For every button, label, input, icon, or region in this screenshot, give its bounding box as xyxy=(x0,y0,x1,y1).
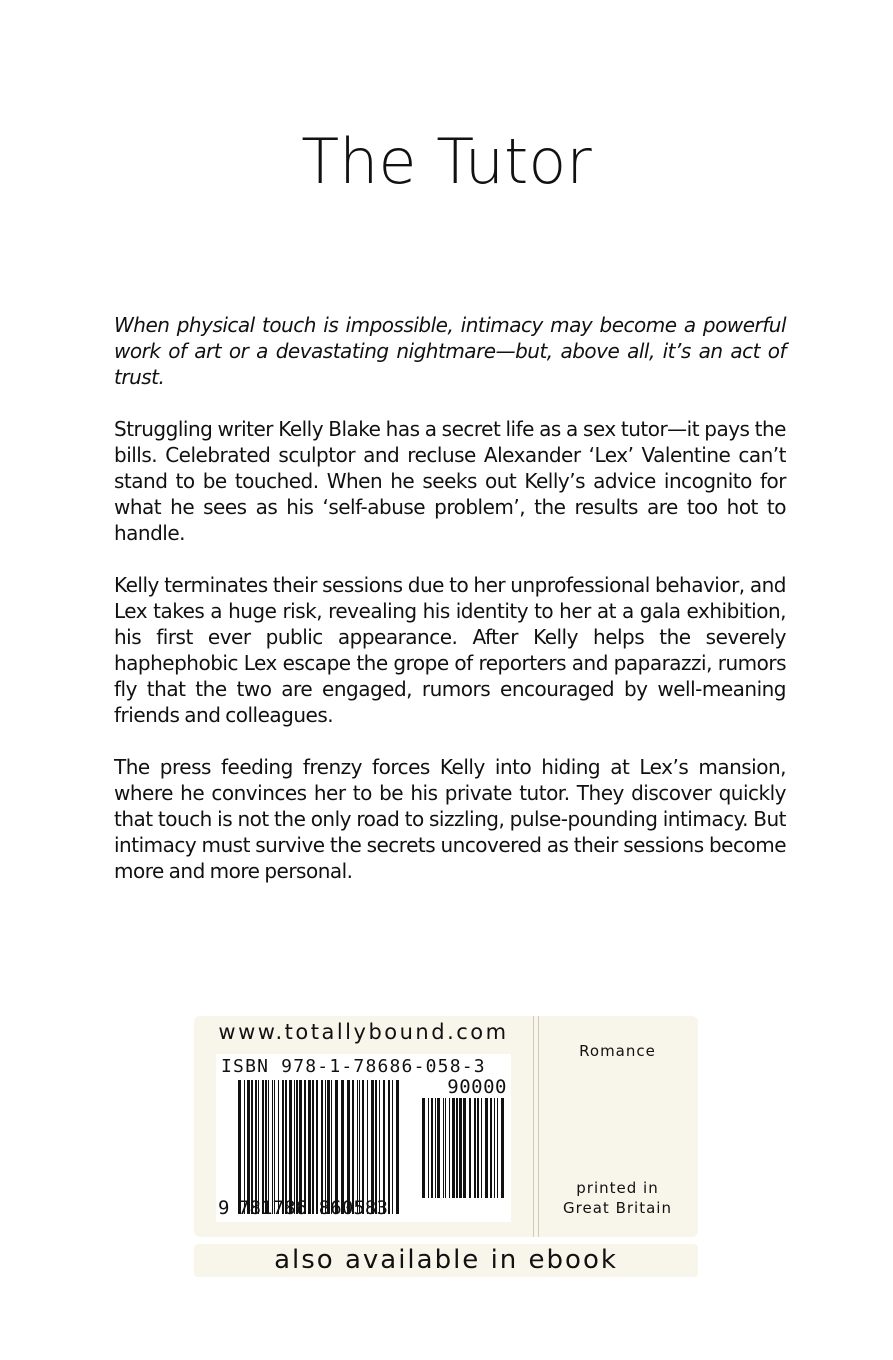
barcode-bar xyxy=(362,1080,364,1214)
barcode-bar xyxy=(388,1080,390,1214)
barcode-bar xyxy=(463,1098,466,1198)
barcode-bar xyxy=(238,1080,241,1214)
genre-label: Romance xyxy=(579,1042,656,1060)
barcode-bar xyxy=(274,1080,275,1214)
barcode-bar xyxy=(485,1098,488,1198)
barcode-bar xyxy=(352,1080,354,1214)
barcode-bar xyxy=(357,1080,358,1214)
barcode-bar xyxy=(367,1080,368,1214)
barcode-bar xyxy=(449,1098,450,1198)
barcode-bar xyxy=(371,1080,374,1214)
barcode-bar xyxy=(316,1080,318,1214)
barcode-bar xyxy=(258,1080,259,1214)
printed-in-label xyxy=(537,1178,698,1218)
ean-lead-digit: 9 xyxy=(218,1197,230,1219)
barcode-bar xyxy=(251,1080,253,1214)
barcode-bar xyxy=(262,1080,264,1214)
barcode-bar xyxy=(428,1098,429,1198)
barcode-bar xyxy=(331,1080,332,1214)
barcode-bar xyxy=(474,1098,476,1198)
book-title: The Tutor xyxy=(301,125,592,198)
barcode-bar xyxy=(347,1080,350,1214)
barcode-bar xyxy=(445,1098,446,1198)
barcode-bar xyxy=(459,1098,462,1198)
blurb-paragraph-1: Struggling writer Kelly Blake has a secret life as a sex tutor—it pays the bills. Celebrated sculptor and recluse Alexander ‘Lex’ Valentine can’t stand to be touched. When he seeks out Kelly’s advice incognito for what he sees as his ‘self-abuse problem’, the results are too hot to handle. xyxy=(114,417,786,545)
barcode-bar xyxy=(375,1080,377,1214)
blurb-paragraph-2: Kelly terminates their sessions due to her unprofessional behavior, and Lex takes a huge risk, revealing his identity to her at a gala exhibition, his first ever public appearance. After Kelly helps the severely haphephobic Lex escape the grope of reporters and paparazzi, rumors fly that the two are engaged, rumors encouraged by well-meaning friends and colleagues. xyxy=(114,573,786,727)
barcode-bar xyxy=(247,1080,250,1214)
barcode-bar xyxy=(443,1098,444,1198)
barcode-bar xyxy=(437,1098,440,1198)
barcode-bar xyxy=(469,1098,471,1198)
ean-digits: 781786 860583 xyxy=(238,1197,389,1219)
barcode-bar xyxy=(392,1080,393,1214)
barcode-bar xyxy=(282,1080,284,1214)
back-cover-blurb xyxy=(114,312,786,910)
barcode-bar xyxy=(278,1080,279,1214)
blurb-paragraph-3: The press feeding frenzy forces Kelly into hiding at Lex’s mansion, where he convinces her to be his private tutor. They discover quickly that touch is not the only road to sizzling, pulse-pounding intimacy. But intimacy must survive the secrets uncovered as their sessions become more and more personal. xyxy=(114,755,786,883)
barcode-bar xyxy=(327,1080,330,1214)
barcode-bar xyxy=(456,1098,458,1198)
barcode-bar xyxy=(452,1098,455,1198)
barcode-bar xyxy=(265,1080,267,1214)
blurb-tagline: When physical touch is impossible, intimacy may become a powerful work of art or a devastating nightmare—but, above all, it’s an act of trust. xyxy=(114,313,786,389)
barcode-bar xyxy=(335,1080,338,1214)
barcode-bar xyxy=(501,1098,504,1198)
barcode-bar xyxy=(289,1080,292,1214)
publisher-website: www.totallybound.com xyxy=(218,1020,509,1044)
barcode-bar xyxy=(294,1080,295,1214)
barcode-bar xyxy=(494,1098,495,1198)
barcode-bar xyxy=(396,1080,399,1214)
barcode-bar xyxy=(431,1098,433,1198)
barcode-box xyxy=(216,1054,511,1222)
barcode-bar xyxy=(497,1098,498,1198)
barcode-bar xyxy=(435,1098,436,1198)
barcode-bar xyxy=(490,1098,492,1198)
barcode-bar xyxy=(321,1080,323,1214)
barcode-bar xyxy=(272,1080,273,1214)
barcode-bar xyxy=(422,1098,425,1198)
barcode-bar xyxy=(285,1080,287,1214)
barcode-bar xyxy=(268,1080,269,1214)
barcode-bar xyxy=(379,1080,380,1214)
barcode-bar xyxy=(359,1080,360,1214)
ebook-availability-bar xyxy=(194,1244,698,1277)
barcode-bar xyxy=(296,1080,298,1214)
price-code: 90000 xyxy=(447,1076,507,1098)
ebook-note: also available in ebook xyxy=(274,1245,618,1275)
barcode-bar xyxy=(299,1080,302,1214)
isbn-label: ISBN 978-1-78686-058-3 xyxy=(221,1056,486,1077)
barcode-bar xyxy=(325,1080,326,1214)
barcode-bar xyxy=(312,1080,314,1214)
barcode-bar xyxy=(244,1080,245,1214)
barcode-bar xyxy=(383,1080,385,1214)
barcode-panel xyxy=(194,1016,698,1237)
printed-line-2: Great Britain xyxy=(563,1199,672,1217)
barcode-bar xyxy=(341,1080,344,1214)
barcode-bar xyxy=(481,1098,482,1198)
barcode-bar xyxy=(477,1098,479,1198)
barcode-bar xyxy=(304,1080,306,1214)
barcode-bar xyxy=(308,1080,311,1214)
printed-line-1: printed in xyxy=(576,1179,659,1197)
barcode-bar xyxy=(255,1080,257,1214)
